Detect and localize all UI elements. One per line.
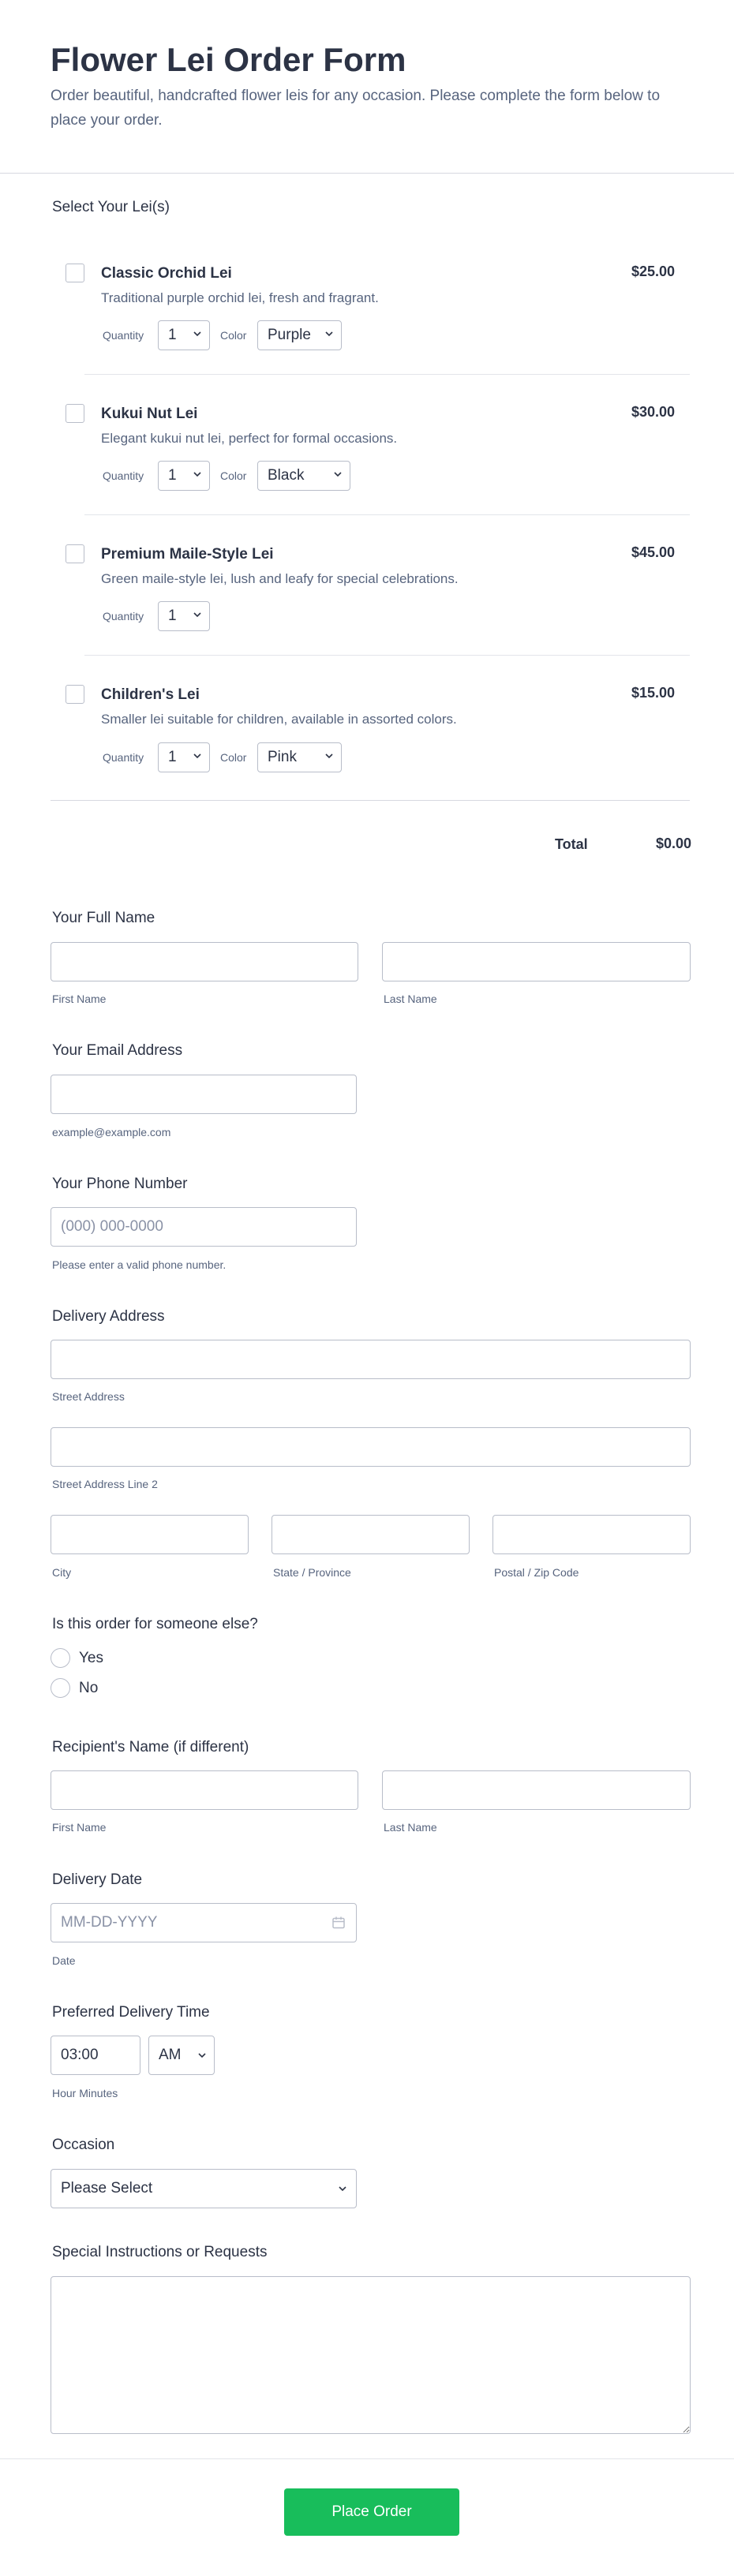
phone-input[interactable]	[51, 1207, 357, 1247]
color-label: Color	[220, 469, 247, 482]
instructions-label: Special Instructions or Requests	[52, 2244, 268, 2260]
chevron-down-icon	[193, 752, 201, 760]
occasion-value: Please Select	[61, 2180, 153, 2197]
first-name-input[interactable]	[51, 942, 358, 981]
color-select[interactable]	[257, 461, 350, 491]
recipient-last-input[interactable]	[382, 1770, 691, 1810]
street-hint: Street Address	[52, 1390, 125, 1403]
chevron-down-icon	[193, 470, 201, 478]
zip-input[interactable]	[492, 1515, 691, 1554]
product-name: Kukui Nut Lei	[101, 406, 198, 422]
products-label: Select Your Lei(s)	[52, 199, 170, 215]
delivery-time-hint: Hour Minutes	[52, 2087, 118, 2099]
occasion-select[interactable]	[51, 2169, 357, 2208]
divider	[84, 374, 690, 375]
recipient-first-input[interactable]	[51, 1770, 358, 1810]
time-input[interactable]	[51, 2036, 140, 2075]
state-hint: State / Province	[273, 1566, 351, 1579]
form-header	[0, 0, 734, 174]
product-checkbox-childrens[interactable]	[66, 685, 84, 704]
last-name-input[interactable]	[382, 942, 691, 981]
color-value: Purple	[268, 327, 311, 343]
chevron-down-icon	[325, 752, 333, 760]
quantity-select[interactable]	[158, 320, 210, 350]
quantity-label: Quantity	[103, 610, 144, 623]
product-checkbox-kukui[interactable]	[66, 404, 84, 423]
radio-no-label[interactable]: No	[79, 1680, 99, 1696]
city-input[interactable]	[51, 1515, 249, 1554]
place-order-button[interactable]: Place Order	[284, 2488, 459, 2536]
radio-no[interactable]	[51, 1678, 70, 1698]
quantity-select[interactable]	[158, 601, 210, 631]
zip-hint: Postal / Zip Code	[494, 1566, 579, 1579]
divider	[51, 800, 690, 801]
quantity-label: Quantity	[103, 751, 144, 764]
color-value: Pink	[268, 749, 297, 765]
product-desc: Traditional purple orchid lei, fresh and fragrant.	[101, 290, 379, 305]
email-input[interactable]	[51, 1075, 357, 1114]
product-name: Premium Maile-Style Lei	[101, 546, 274, 563]
chevron-down-icon	[193, 611, 201, 619]
instructions-textarea[interactable]	[51, 2276, 691, 2434]
quantity-value: 1	[168, 749, 177, 765]
occasion-label: Occasion	[52, 2137, 115, 2153]
delivery-date-input[interactable]	[51, 1903, 357, 1942]
time-value: 03:00	[61, 2047, 99, 2063]
radio-yes-label[interactable]: Yes	[79, 1650, 103, 1666]
product-checkbox-orchid[interactable]	[66, 264, 84, 282]
last-name-hint: Last Name	[384, 993, 437, 1005]
color-label: Color	[220, 329, 247, 342]
chevron-down-icon	[325, 330, 333, 338]
calendar-icon[interactable]	[331, 1916, 346, 1930]
quantity-label: Quantity	[103, 469, 144, 482]
quantity-value: 1	[168, 608, 177, 624]
chevron-down-icon	[193, 330, 201, 338]
product-desc: Elegant kukui nut lei, perfect for formal occasions.	[101, 431, 398, 446]
delivery-date-label: Delivery Date	[52, 1871, 143, 1888]
recipient-first-hint: First Name	[52, 1821, 107, 1834]
product-name: Classic Orchid Lei	[101, 265, 232, 282]
divider	[84, 655, 690, 656]
color-value: Black	[268, 467, 305, 484]
quantity-value: 1	[168, 327, 177, 343]
product-desc: Smaller lei suitable for children, available in assorted colors.	[101, 712, 457, 727]
state-input[interactable]	[272, 1515, 470, 1554]
phone-hint: Please enter a valid phone number.	[52, 1258, 227, 1271]
product-price: $30.00	[631, 404, 675, 420]
city-hint: City	[52, 1566, 72, 1579]
radio-yes[interactable]	[51, 1648, 70, 1668]
phone-label: Your Phone Number	[52, 1176, 188, 1192]
form-title: Flower Lei Order Form	[51, 41, 406, 78]
chevron-down-icon	[334, 470, 342, 478]
quantity-value: 1	[168, 467, 177, 484]
street2-input[interactable]	[51, 1427, 691, 1467]
color-label: Color	[220, 751, 247, 764]
address-label: Delivery Address	[52, 1308, 165, 1325]
street2-hint: Street Address Line 2	[52, 1478, 158, 1490]
product-desc: Green maile-style lei, lush and leafy for special celebrations.	[101, 571, 459, 586]
recipient-last-hint: Last Name	[384, 1821, 437, 1834]
first-name-hint: First Name	[52, 993, 107, 1005]
street-input[interactable]	[51, 1340, 691, 1379]
quantity-select[interactable]	[158, 742, 210, 772]
full-name-label: Your Full Name	[52, 910, 155, 926]
product-price: $15.00	[631, 685, 675, 701]
delivery-time-label: Preferred Delivery Time	[52, 2004, 210, 2021]
product-price: $25.00	[631, 264, 675, 279]
quantity-label: Quantity	[103, 329, 144, 342]
recipient-label: Recipient's Name (if different)	[52, 1739, 249, 1755]
product-checkbox-maile[interactable]	[66, 544, 84, 563]
chevron-down-icon	[339, 2185, 346, 2193]
quantity-select[interactable]	[158, 461, 210, 491]
form-subtitle: Order beautiful, handcrafted flower leis for any occasion. Please complete the form below to place your order.	[51, 88, 661, 129]
color-select[interactable]	[257, 320, 342, 350]
email-label: Your Email Address	[52, 1042, 183, 1059]
someone-else-label: Is this order for someone else?	[52, 1616, 258, 1632]
footer-divider	[0, 2458, 734, 2459]
email-hint: example@example.com	[52, 1126, 171, 1138]
delivery-date-hint: Date	[52, 1954, 76, 1967]
chevron-down-icon	[198, 2051, 206, 2059]
ampm-value: AM	[159, 2047, 182, 2063]
divider	[84, 514, 690, 515]
total-value: $0.00	[655, 836, 691, 851]
product-price: $45.00	[631, 544, 675, 560]
total-label: Total	[555, 836, 588, 852]
color-select[interactable]	[257, 742, 342, 772]
product-name: Children's Lei	[101, 686, 200, 703]
ampm-select[interactable]	[148, 2036, 215, 2075]
